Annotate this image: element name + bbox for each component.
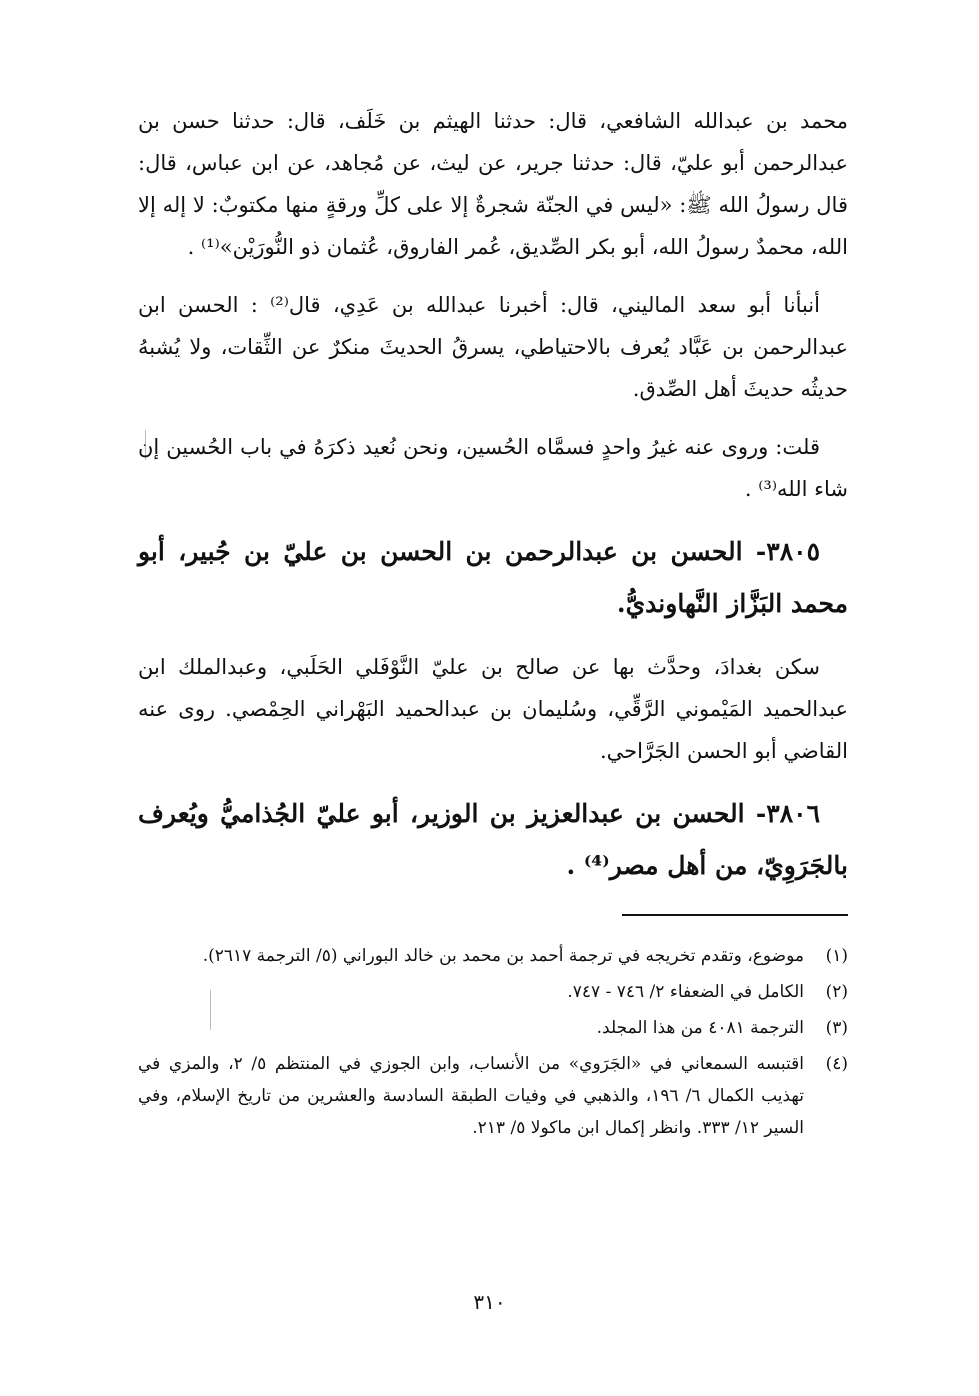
body-paragraph-1: محمد بن عبدالله الشافعي، قال: حدثنا الهيثم بن خَلَف، قال: حدثنا حسن بن عبدالرحمن أبو عليّ، قال: حدثنا جرير، عن ليث، عن مُجاهد، عن ابن عباس، قال: قال رسولُ الله ﷺ: «ليس في الجنّة شجرةٌ إلا على كلِّ ورقةٍ منها مكتوبٌ: لا إله إلا الله، محمدٌ رسولُ الله، أبو بكر الصِّديق، عُمر الفاروق، عُثمان ذو النُّورَيْن»⁽¹⁾ . — [138, 109, 848, 259]
footnote-2 — [138, 976, 848, 1008]
footnotes-section — [138, 940, 848, 1148]
entry-3806-heading: ٣٨٠٦- الحسن بن عبدالعزيز بن الوزير، أبو عليّ الجُذاميُّ ويُعرف بالجَرَوِيّ، من أهل مصر⁽⁴⁾ . — [138, 799, 848, 880]
footnote-3 — [138, 1012, 848, 1044]
body-paragraph-3: قلت: وروى عنه غيرُ واحدٍ فسمَّاه الحُسين، ونحن نُعيد ذكرَهُ في باب الحُسين إن شاء الله⁽³⁾ . — [138, 435, 848, 501]
page-number: ٣١٠ — [473, 1290, 506, 1314]
body-paragraph-2: أنبأنا أبو سعد الماليني، قال: أخبرنا عبدالله بن عَدِي، قال⁽²⁾ : الحسن ابن عبدالرحمن بن عَبَّاد يُعرف بالاحتياطي، يسرقُ الحديثَ منكرٌ عن الثِّقات، ولا يُشبهُ حديثُه حديثَ أهل الصِّدق. — [138, 293, 848, 401]
footnote-text: اقتبسه السمعاني في «الجَرَوي» من الأنساب، وابن الجوزي في المنتظم ٥/ ٢، والمزي في تهذيب الكمال ٦/ ١٩٦، والذهبي في وفيات الطبقة السادسة والعشرين من تاريخ الإسلام، وفي السير ١٢/ ٣٣٣. وانظر إكمال ابن ماكولا ٥/ ٢١٣. — [138, 1054, 804, 1138]
footnote-text: الترجمة ٤٠٨١ من هذا المجلد. — [596, 1018, 804, 1038]
footnote-number: (٤) — [825, 1054, 848, 1074]
footnote-text: موضوع، وتقدم تخريجه في ترجمة أحمد بن محمد بن خالد البوراني (٥/ الترجمة ٢٦١٧). — [202, 946, 804, 966]
entry-3805-heading: ٣٨٠٥- الحسن بن عبدالرحمن بن الحسن بن عليّ بن جُبير، أبو محمد البَزَّاز النَّهاونديُّ. — [138, 537, 848, 618]
footnote-number: (٢) — [825, 982, 848, 1002]
entry-3805-text: سكن بغدادَ، وحدَّث بها عن صالح بن عليّ النَّوْفَلي الحَلَبي، وعبدالملك ابن عبدالحميد المَيْموني الرَّقِّي، وسُليمان بن عبدالحميد البَهْراني الحِمْصي. روى عنه القاضي أبو الحسن الجَرَّاحي. — [138, 655, 848, 763]
main-text-column — [138, 100, 848, 908]
footnote-text: الكامل في الضعفاء ٢/ ٧٤٦ - ٧٤٧. — [567, 982, 804, 1002]
footnote-separator — [622, 914, 848, 916]
footnote-number: (١) — [825, 946, 848, 966]
footnote-4 — [138, 1048, 848, 1144]
footnote-number: (٣) — [825, 1018, 848, 1038]
footnote-1 — [138, 940, 848, 972]
